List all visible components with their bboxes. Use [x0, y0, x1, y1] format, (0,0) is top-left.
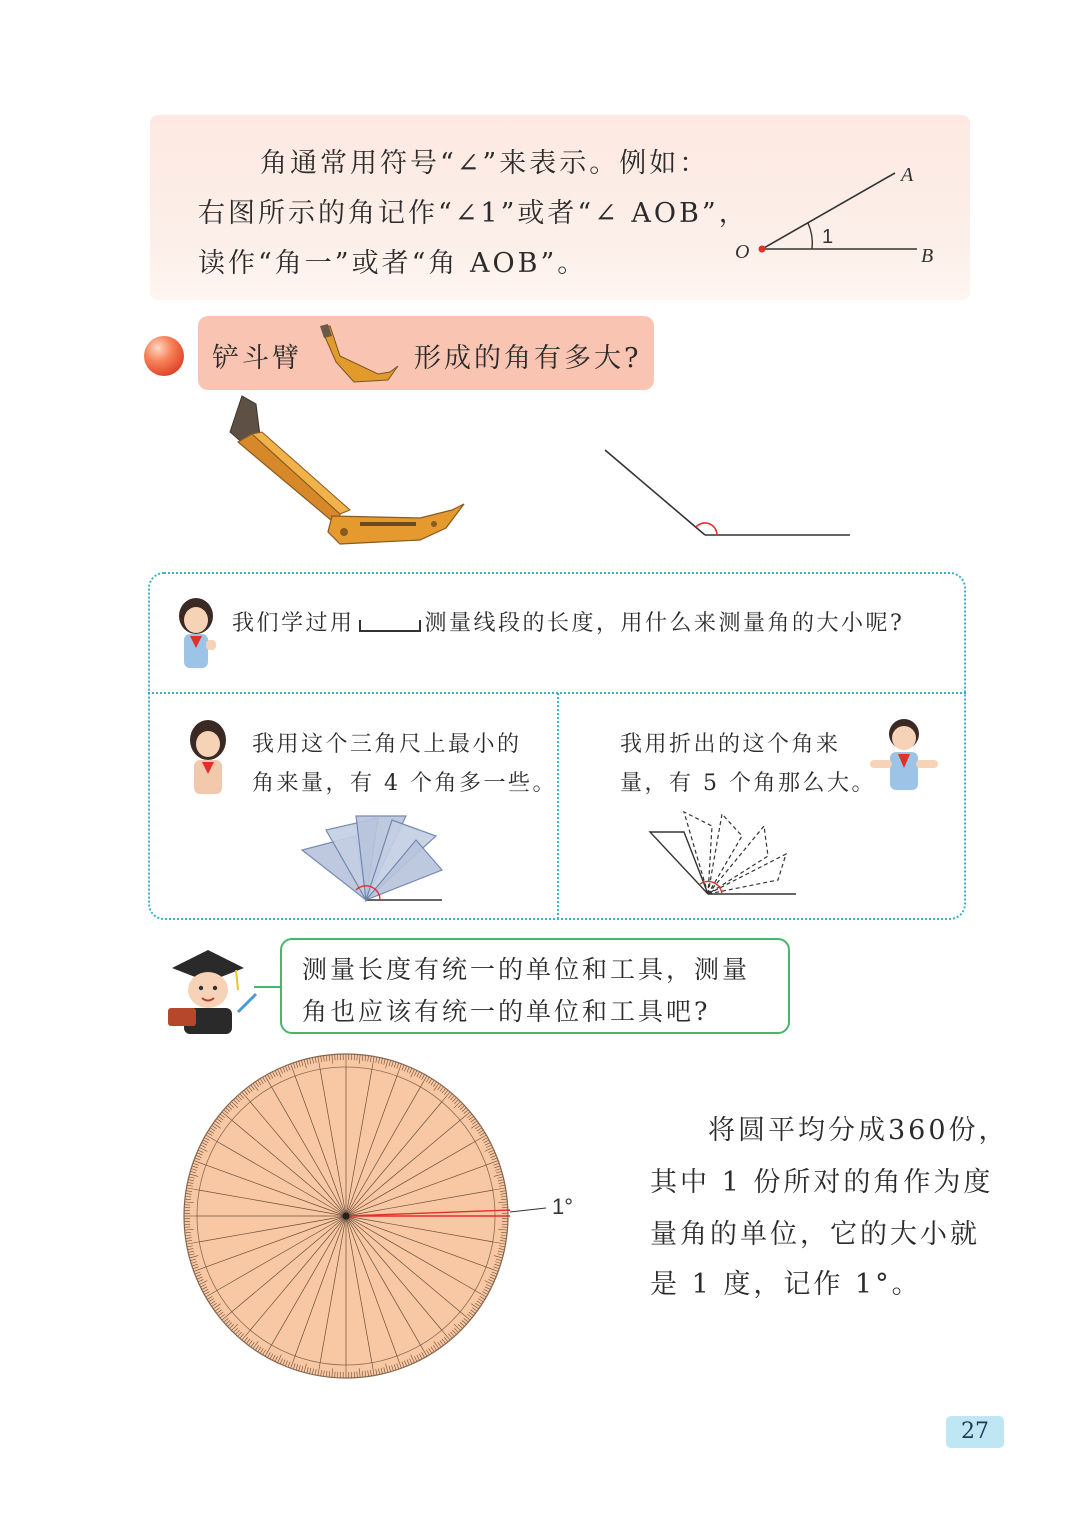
circle-center	[343, 1213, 350, 1220]
question-banner	[198, 316, 654, 390]
top-speech-after: 测量线段的长度，用什么来测量角的大小呢?	[424, 611, 905, 636]
arm-ray-1	[605, 450, 705, 535]
degree-label: 1°	[552, 1194, 574, 1219]
boy-student-avatar	[866, 716, 942, 796]
excavator-arm-illustration	[220, 392, 470, 552]
doctor-speech-line-2: 角也应该有统一的单位和工具吧?	[302, 997, 711, 1026]
divided-circle	[184, 1054, 546, 1378]
page-number: 27	[946, 1416, 1004, 1448]
angle-arc	[808, 223, 812, 249]
right-speech-line-1: 我用折出的这个角来	[620, 732, 841, 757]
arm-angle-arc	[696, 523, 717, 535]
label-angle-1: 1	[822, 226, 834, 248]
definition-line-3: 量角的单位，它的大小就	[650, 1219, 980, 1250]
right-speech-line-2: 量，有 5 个角那么大。	[620, 771, 876, 796]
intro-line-3: 读作“角一”或者“角 AOB”。	[198, 248, 588, 279]
intro-line-1: 角通常用符号“∠”来表示。例如：	[260, 148, 710, 179]
question-text-after: 形成的角有多大?	[414, 343, 642, 374]
excavator-arm-small-icon	[318, 322, 402, 386]
ruler-blank-icon	[359, 620, 421, 632]
intro-line-2: 右图所示的角记作“∠1”或者“∠ AOB”，	[198, 198, 749, 229]
degree-leader-line	[510, 1208, 546, 1212]
definition-line-2: 其中 1 份所对的角作为度	[650, 1167, 994, 1198]
speech-pointer	[254, 986, 282, 988]
label-o: O	[735, 241, 750, 263]
bullet-ball-icon	[144, 336, 184, 376]
question-text-before: 铲斗臂	[212, 343, 302, 374]
label-a: A	[901, 164, 914, 186]
dialogue-divider-vertical	[557, 693, 559, 919]
girl-student-2-avatar	[180, 718, 238, 796]
top-speech-before: 我们学过用	[232, 611, 355, 636]
degree-circle-diagram	[180, 1052, 600, 1382]
doctor-speech-line-1: 测量长度有统一的单位和工具，测量	[302, 955, 751, 984]
vertex-point	[759, 246, 766, 253]
folded-paper-angles	[646, 808, 806, 904]
girl-student-avatar	[168, 596, 224, 674]
triangle-ruler-fan	[296, 810, 456, 906]
definition-line-1: 将圆平均分成360份，	[708, 1115, 1009, 1146]
arm-angle-diagram	[595, 440, 865, 550]
angle-aob-diagram	[725, 155, 955, 285]
doctor-speech-box	[280, 938, 790, 1034]
definition-line-4: 是 1 度，记作 1°。	[650, 1269, 922, 1300]
doctor-mascot-avatar	[164, 942, 264, 1038]
left-speech-line-2: 角来量，有 4 个角多一些。	[252, 771, 557, 796]
left-speech-line-1: 我用这个三角尺上最小的	[252, 732, 522, 757]
label-b: B	[921, 245, 934, 267]
